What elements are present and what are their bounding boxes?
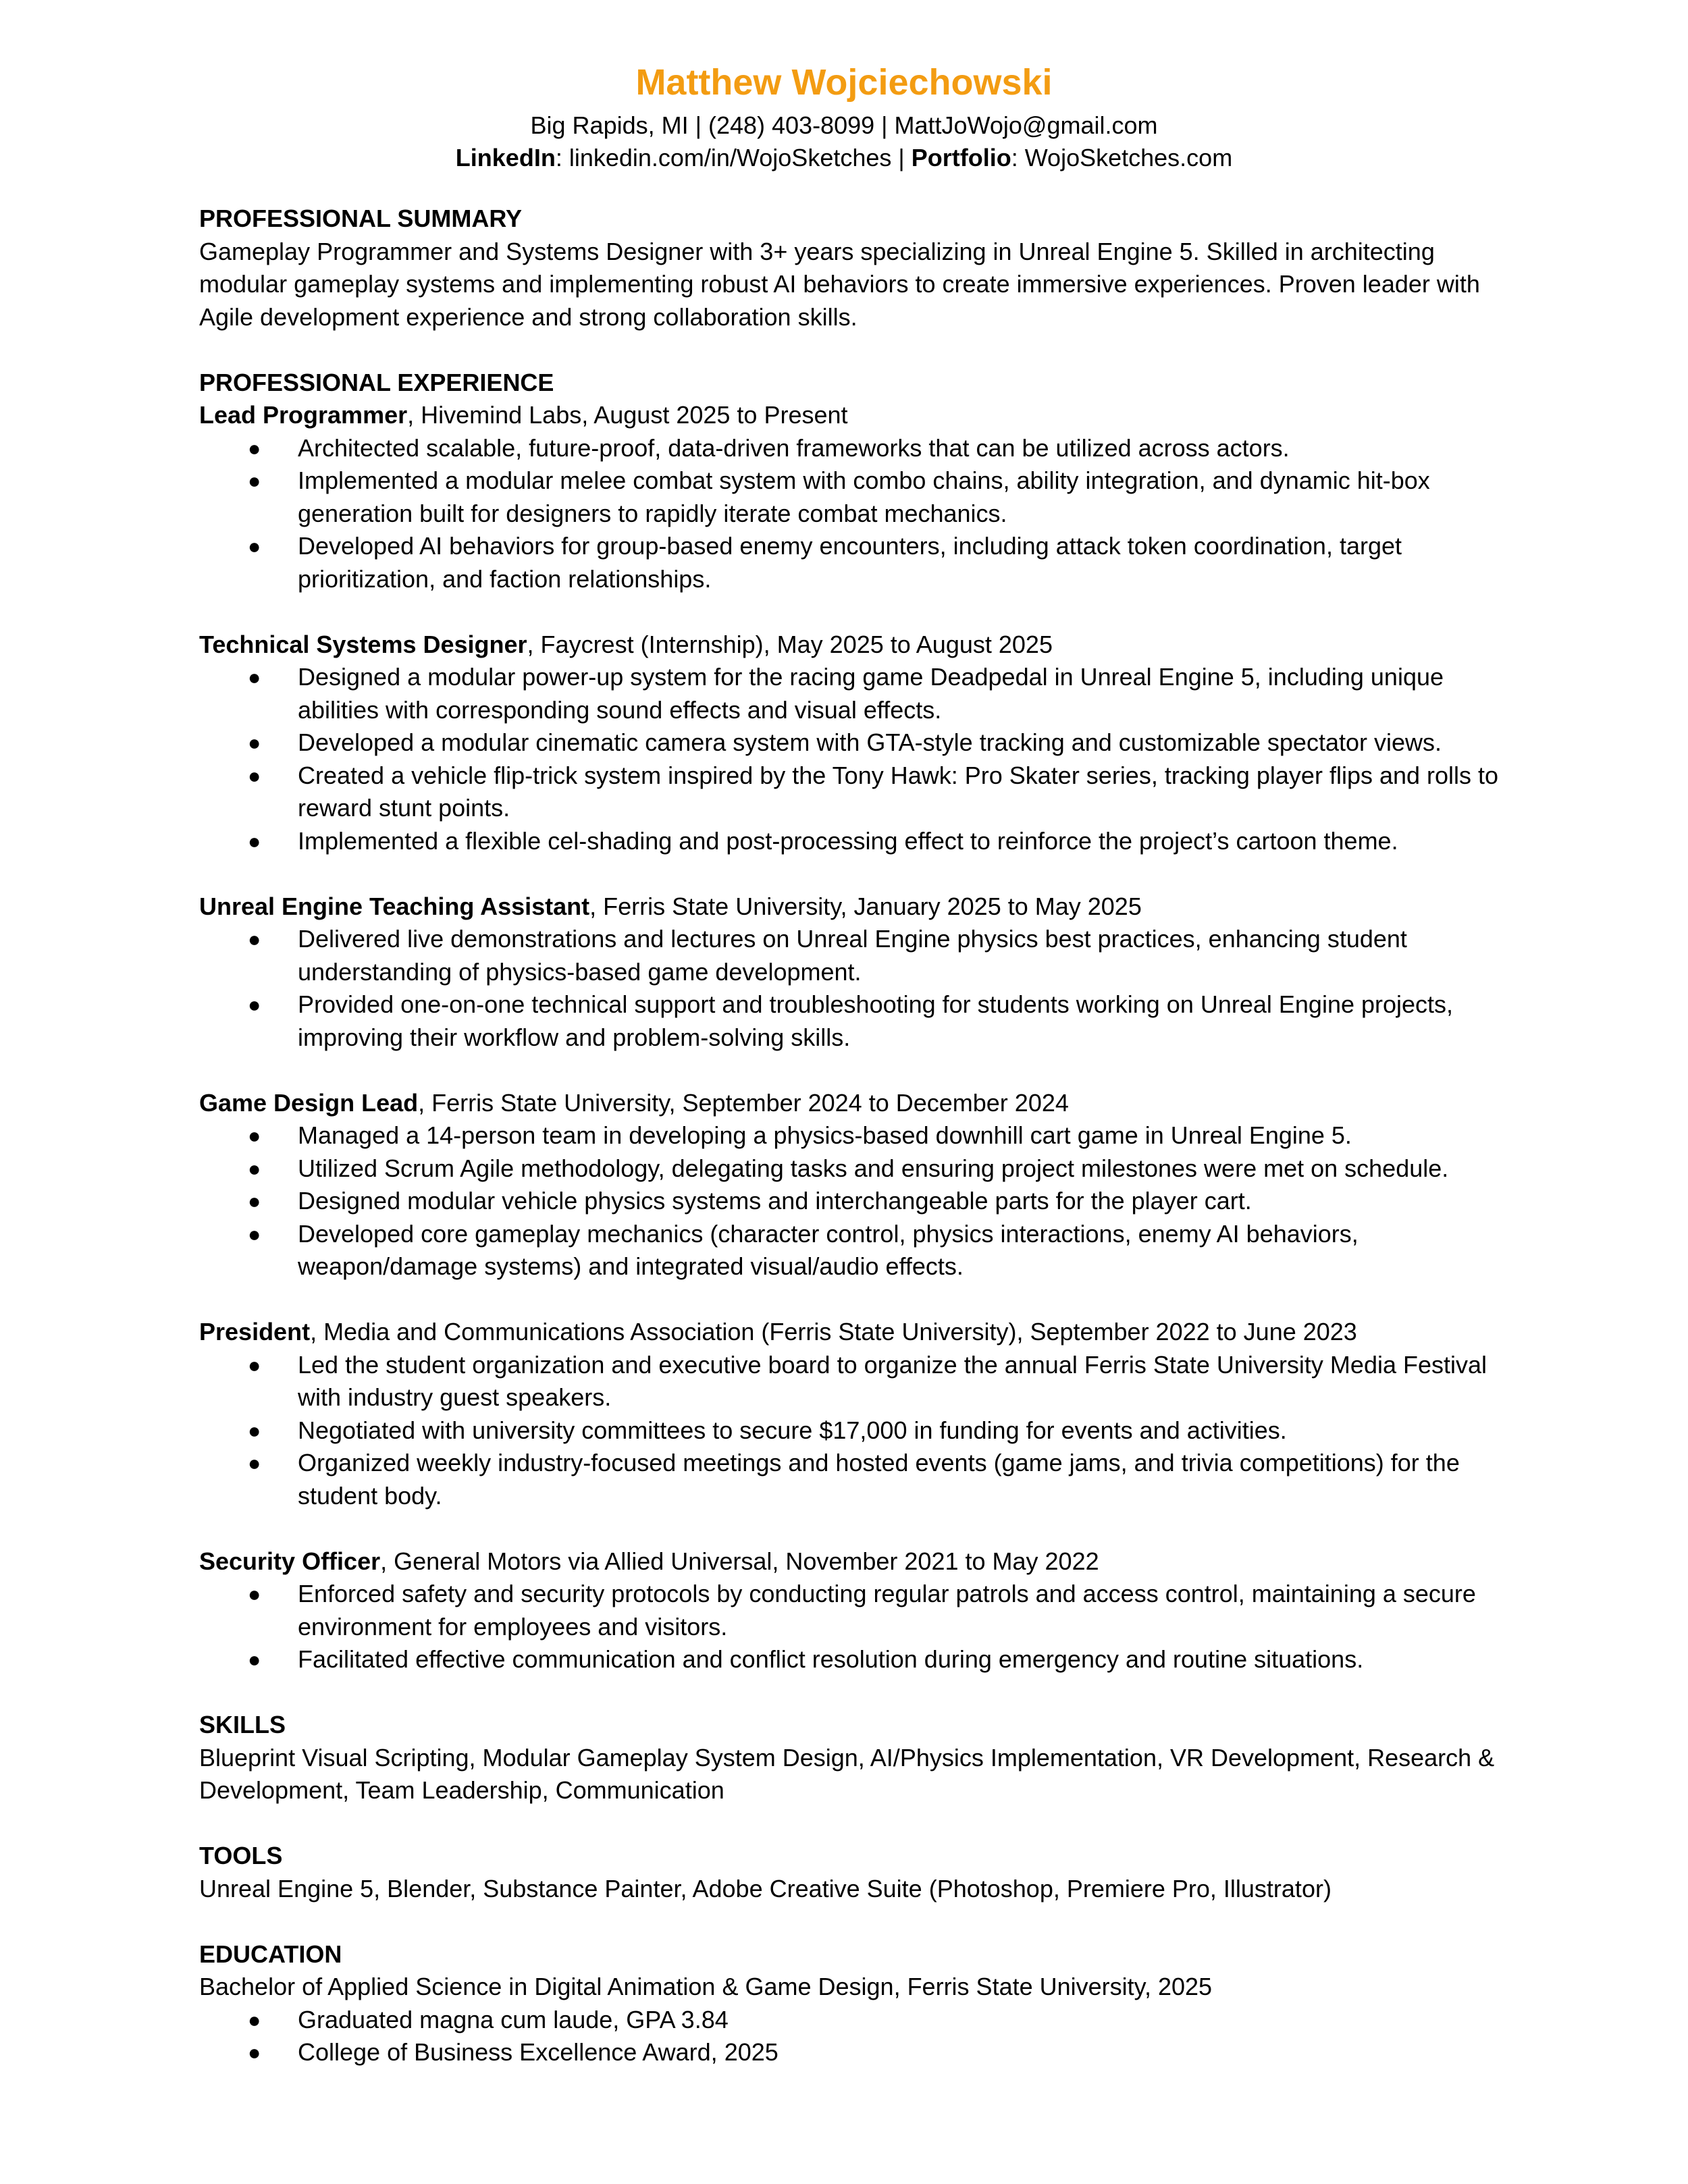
list-item — [199, 1218, 1516, 1283]
job-heading — [199, 629, 1516, 662]
list-item — [199, 530, 1516, 595]
portfolio-label: Portfolio — [911, 144, 1011, 171]
bullet-icon: ● — [248, 435, 261, 460]
job-heading — [199, 399, 1516, 432]
job-bullets — [199, 661, 1516, 857]
linkedin-label: LinkedIn — [455, 144, 556, 171]
portfolio-value: : WojoSketches.com — [1011, 144, 1233, 171]
tools-text: Unreal Engine 5, Blender, Substance Painter, Adobe Creative Suite (Photoshop, Premiere Pro, Illustrator) — [199, 1874, 1331, 1902]
job-bullets — [199, 1578, 1516, 1676]
experience-section — [199, 367, 1516, 1676]
bullet-icon: ● — [248, 992, 261, 1017]
bullet-text: Implemented a flexible cel-shading and post-processing effect to reinforce the project’s cartoon theme. — [298, 826, 1398, 855]
bullet-text: Utilized Scrum Agile methodology, delegating tasks and ensuring project milestones were met on schedule. — [298, 1154, 1449, 1182]
list-item — [199, 1152, 1516, 1186]
job-entry — [199, 629, 1516, 858]
bullet-icon: ● — [248, 469, 261, 493]
tools-title: TOOLS — [199, 1842, 283, 1869]
bullet-icon: ● — [248, 1123, 261, 1148]
bullet-text: Developed AI behaviors for group-based enemy encounters, including attack token coordination, target prioritization, and faction relationships. — [298, 532, 1402, 593]
bullet-icon: ● — [248, 763, 261, 788]
job-heading — [199, 1316, 1516, 1349]
bullet-text: Graduated magna cum laude, GPA 3.84 — [298, 2005, 729, 2033]
job-role: Lead Programmer — [199, 401, 408, 429]
bullet-icon: ● — [248, 2040, 261, 2065]
bullet-text: Negotiated with university committees to secure $17,000 in funding for events and activities. — [298, 1416, 1287, 1444]
list-item — [199, 1119, 1516, 1152]
education-section — [199, 1938, 1516, 2069]
bullet-text: Managed a 14-person team in developing a physics-based downhill cart game in Unreal Engine 5. — [298, 1121, 1352, 1149]
job-entry — [199, 1087, 1516, 1283]
bullet-icon: ● — [248, 1352, 261, 1377]
bullet-icon: ● — [248, 665, 261, 689]
bullet-icon: ● — [248, 1189, 261, 1213]
job-details: , Hivemind Labs, August 2025 to Present — [407, 401, 848, 429]
bullet-icon: ● — [248, 2007, 261, 2032]
bullet-text: Enforced safety and security protocols by conducting regular patrols and access control, maintaining a secure environment for employees and visitors. — [298, 1580, 1476, 1641]
contact-line: Big Rapids, MI | (248) 403-8099 | MattJoWojo@gmail.com — [530, 111, 1158, 139]
bullet-text: Designed a modular power-up system for the racing game Deadpedal in Unreal Engine 5, including unique abilities with corresponding sound effects and visual effects. — [298, 663, 1444, 724]
list-item — [199, 726, 1516, 760]
list-item — [199, 1447, 1516, 1512]
bullet-icon: ● — [248, 534, 261, 558]
job-role: Game Design Lead — [199, 1088, 419, 1117]
skills-text: Blueprint Visual Scripting, Modular Gameplay System Design, AI/Physics Implementation, VR Development, Research & Development, Team Leadership, Communication — [199, 1743, 1495, 1804]
summary-title: PROFESSIONAL SUMMARY — [199, 205, 523, 232]
job-entry — [199, 399, 1516, 595]
job-bullets — [199, 432, 1516, 596]
bullet-text: Facilitated effective communication and conflict resolution during emergency and routine situations. — [298, 1645, 1364, 1673]
bullet-icon: ● — [248, 1156, 261, 1181]
summary-section — [199, 203, 1516, 334]
job-heading — [199, 1087, 1516, 1120]
bullet-text: Developed a modular cinematic camera system with GTA-style tracking and customizable spectator views. — [298, 728, 1442, 756]
bullet-text: Created a vehicle flip-trick system inspired by the Tony Hawk: Pro Skater series, tracking player flips and rolls to reward stunt points. — [298, 761, 1499, 822]
bullet-text: Architected scalable, future-proof, data-driven frameworks that can be utilized across actors. — [298, 433, 1290, 462]
list-item — [199, 825, 1516, 858]
job-details: , Media and Communications Association (Ferris State University), September 2022 to June 2023 — [310, 1318, 1357, 1346]
bullet-text: Implemented a modular melee combat system with combo chains, ability integration, and dynamic hit-box generation built for designers to rapidly iterate combat mechanics. — [298, 467, 1430, 527]
bullet-icon: ● — [248, 1647, 261, 1672]
bullet-text: Organized weekly industry-focused meetings and hosted events (game jams, and trivia competitions) for the student body. — [298, 1449, 1460, 1510]
list-item — [199, 432, 1516, 465]
links-line — [0, 142, 1688, 174]
job-heading — [199, 1545, 1516, 1578]
job-role: President — [199, 1318, 311, 1346]
list-item — [199, 1185, 1516, 1218]
job-heading — [199, 890, 1516, 924]
bullet-text: Led the student organization and executive board to organize the annual Ferris State University Media Festival with industry guest speakers. — [298, 1350, 1487, 1411]
list-item — [199, 1414, 1516, 1447]
job-entry — [199, 1316, 1516, 1512]
resume-body — [199, 203, 1516, 2069]
bullet-text: Developed core gameplay mechanics (character control, physics interactions, enemy AI behaviors, weapon/damage systems) and integrated visual/audio effects. — [298, 1219, 1359, 1280]
list-item — [199, 661, 1516, 726]
linkedin-value: : linkedin.com/in/WojoSketches | — [555, 144, 912, 171]
bullet-icon: ● — [248, 1418, 261, 1443]
bullet-text: Designed modular vehicle physics systems and interchangeable parts for the player cart. — [298, 1187, 1252, 1215]
job-details: , Ferris State University, September 2024 to December 2024 — [418, 1088, 1069, 1117]
job-entry — [199, 890, 1516, 1055]
job-details: , Faycrest (Internship), May 2025 to August 2025 — [527, 630, 1053, 658]
list-item — [199, 2036, 1516, 2069]
skills-title: SKILLS — [199, 1711, 286, 1738]
job-details: , General Motors via Allied Universal, November 2021 to May 2022 — [380, 1547, 1099, 1575]
education-title: EDUCATION — [199, 1940, 342, 1968]
bullet-icon: ● — [248, 1582, 261, 1606]
list-item — [199, 1643, 1516, 1676]
job-role: Security Officer — [199, 1547, 381, 1575]
resume-header — [0, 55, 1688, 174]
list-item — [199, 2004, 1516, 2037]
job-role: Unreal Engine Teaching Assistant — [199, 892, 590, 920]
job-entry — [199, 1545, 1516, 1676]
list-item — [199, 760, 1516, 825]
bullet-icon: ● — [248, 730, 261, 755]
job-bullets — [199, 923, 1516, 1054]
list-item — [199, 1349, 1516, 1414]
list-item — [199, 988, 1516, 1054]
education-degree: Bachelor of Applied Science in Digital Animation & Game Design, Ferris State University, 2025 — [199, 1973, 1213, 2000]
job-bullets — [199, 1349, 1516, 1513]
experience-title: PROFESSIONAL EXPERIENCE — [199, 368, 554, 396]
bullet-icon: ● — [248, 1221, 261, 1246]
education-bullets — [199, 2004, 1516, 2069]
list-item — [199, 923, 1516, 988]
bullet-icon: ● — [248, 828, 261, 853]
candidate-name: Matthew Wojciechowski — [635, 62, 1053, 103]
job-bullets — [199, 1119, 1516, 1283]
list-item — [199, 464, 1516, 530]
skills-section — [199, 1709, 1516, 1807]
bullet-icon: ● — [248, 1451, 261, 1475]
job-role: Technical Systems Designer — [199, 630, 527, 658]
list-item — [199, 1578, 1516, 1643]
job-details: , Ferris State University, January 2025 to May 2025 — [589, 892, 1142, 920]
bullet-icon: ● — [248, 927, 261, 951]
summary-text: Gameplay Programmer and Systems Designer with 3+ years specializing in Unreal Engine 5. Skilled in architecting modular gameplay systems and implementing robust AI behaviors to create immersive experiences. Proven leader with Agile development experience and strong collaboration skills. — [199, 237, 1480, 331]
bullet-text: College of Business Excellence Award, 2025 — [298, 2038, 779, 2066]
bullet-text: Delivered live demonstrations and lectures on Unreal Engine physics best practices, enhancing student understanding of physics-based game development. — [298, 925, 1407, 986]
bullet-text: Provided one-on-one technical support and troubleshooting for students working on Unreal Engine projects, improving their workflow and problem-solving skills. — [298, 990, 1454, 1051]
tools-section — [199, 1840, 1516, 1905]
